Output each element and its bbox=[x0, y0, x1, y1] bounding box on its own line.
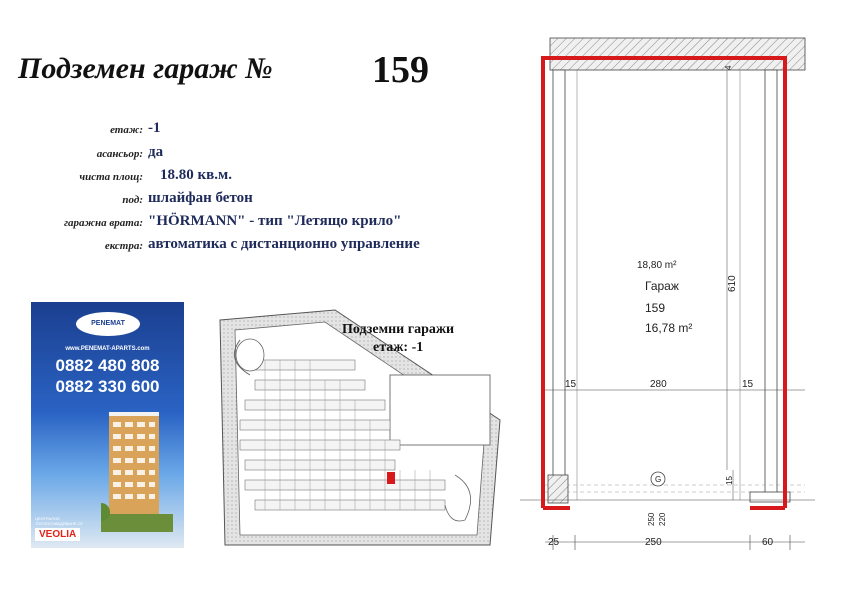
dimension-bottom-mid: 250 bbox=[645, 537, 662, 548]
advertisement-banner bbox=[31, 302, 184, 548]
floor-plan-drawing bbox=[515, 30, 825, 565]
dimension-top-mid: 280 bbox=[650, 379, 667, 390]
brand-logo: PENEMAT bbox=[76, 312, 140, 336]
property-value: шлайфан бетон bbox=[148, 190, 253, 206]
dimension-bottom-left: 25 bbox=[548, 537, 560, 548]
property-label: гаражна врата: bbox=[63, 217, 143, 229]
dimension-side: 15 bbox=[725, 476, 734, 485]
dimension-wall: 4 bbox=[724, 65, 733, 70]
section-marker-label: G bbox=[655, 475, 662, 484]
property-label: екстра: bbox=[104, 240, 143, 252]
site-plan-title: Подземни гаражи bbox=[342, 322, 455, 337]
building-illustration bbox=[101, 402, 173, 532]
dimension-bottom-right: 60 bbox=[762, 537, 774, 548]
garage-number: 159 bbox=[372, 49, 429, 91]
room-name: Гараж bbox=[645, 279, 679, 293]
website-url: www.PENEMAT-APARTS.com bbox=[65, 346, 150, 352]
garage-highlight bbox=[387, 472, 395, 484]
dimension-door-height-b: 220 bbox=[658, 512, 667, 526]
total-area-label: 18,80 m² bbox=[637, 260, 677, 271]
ad-caption: ЦЕНТРАЛНО ТОПЛОСНАБДЯВАНЕ ОТ bbox=[35, 516, 84, 526]
dimension-top-left: 15 bbox=[565, 379, 577, 390]
property-label: чиста площ: bbox=[79, 171, 143, 183]
property-label: под: bbox=[122, 194, 143, 206]
page-title: Подземен гараж № bbox=[18, 52, 273, 85]
floor-plan bbox=[515, 30, 825, 565]
property-value: автоматика с дистанционно управление bbox=[148, 236, 420, 252]
property-value: "HÖRMANN" - тип "Летящо крило" bbox=[148, 213, 402, 229]
property-label: асансьор: bbox=[96, 148, 143, 160]
dimension-door-height-a: 250 bbox=[647, 512, 656, 526]
property-value: -1 bbox=[148, 120, 161, 136]
dimension-top-right: 15 bbox=[742, 379, 754, 390]
room-number: 159 bbox=[645, 301, 666, 315]
site-plan-subtitle: етаж: -1 bbox=[373, 340, 424, 355]
room-area: 16,78 m² bbox=[645, 321, 693, 335]
phone-number: 0882 480 808 bbox=[55, 356, 160, 375]
property-value: 18.80 кв.м. bbox=[160, 167, 232, 183]
property-value: да bbox=[148, 144, 164, 160]
phone-number: 0882 330 600 bbox=[55, 377, 160, 396]
dimension-depth: 610 bbox=[727, 275, 738, 292]
partner-logo: VEOLIA bbox=[35, 528, 80, 541]
site-plan bbox=[215, 300, 505, 550]
property-label: етаж: bbox=[110, 124, 143, 136]
